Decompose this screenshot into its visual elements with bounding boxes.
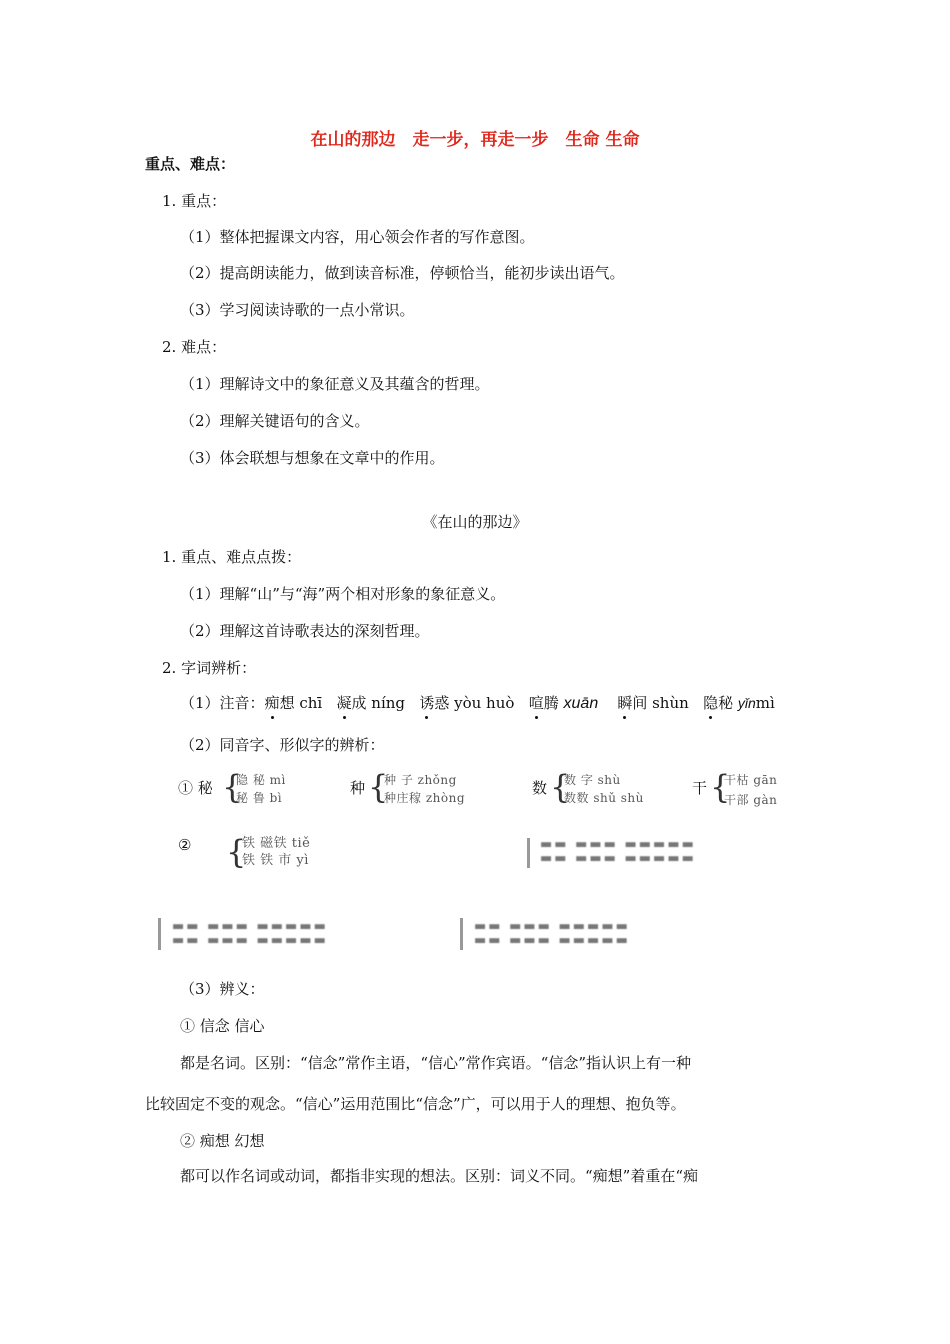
phonetic-word: 间 shùn	[632, 694, 689, 712]
difficult-point-item: （1）理解诗文中的象征意义及其蕴含的哲理。	[180, 375, 490, 393]
dotted-char: 诱	[419, 694, 435, 712]
words-label: 2. 字词辨析：	[162, 659, 257, 677]
dotted-char: 喧	[528, 694, 544, 712]
brace-icon: {	[710, 768, 731, 806]
pointers-label: 1. 重点、难点点拨：	[162, 548, 302, 566]
homophone-label: （2）同音字、形似字的辨析：	[180, 736, 385, 754]
key-point-item: （1）整体把握课文内容，用心领会作者的写作意图。	[180, 228, 535, 246]
phonetic-label: （1）注音：	[180, 694, 265, 712]
variant-line: 铁 铁 市 yì	[242, 853, 309, 868]
difficult-point-item: （2）理解关键语句的含义。	[180, 412, 370, 430]
lesson-title: 《在山的那边》	[422, 513, 528, 531]
brace-icon: {	[368, 768, 389, 806]
meaning-label: （3）辨义：	[180, 980, 265, 998]
dotted-char: 凝	[336, 694, 352, 712]
pointer-item: （1）理解“山”与“海”两个相对形象的象征意义。	[180, 585, 506, 603]
brace-icon: {	[550, 768, 571, 806]
meaning-1-text: 比较固定不变的观念。“信心”运用范围比“信念”广，可以用于人的理想、抱负等。	[145, 1095, 686, 1113]
meaning-1-title: ① 信念 信心	[180, 1017, 265, 1035]
group-char: 数	[532, 779, 548, 797]
difficult-point-item: （3）体会联想与想象在文章中的作用。	[180, 449, 445, 467]
variant-line: 种庄稼 zhòng	[384, 791, 466, 805]
group-2-number: ②	[178, 836, 192, 854]
variant-line: 种 子 zhǒng	[384, 773, 457, 787]
meaning-2-text: 都可以作名词或动词，都指非实现的想法。区别：词义不同。“痴想”着重在“痴	[180, 1167, 699, 1185]
bracket-mark	[460, 918, 463, 950]
phonetic-row	[180, 692, 775, 713]
phonetic-word: 想 chī	[279, 694, 323, 712]
dotted-char: 瞬	[617, 694, 633, 712]
variant-line: 干部 gàn	[724, 793, 778, 807]
smudged-glyphs: ▬▬ ▬▬▬ ▬▬▬▬▬ ▬▬ ▬▬▬ ▬▬▬▬▬	[172, 919, 328, 948]
section-heading: 重点、难点：	[145, 155, 236, 173]
pinyin-mi: mì	[755, 694, 775, 712]
difficult-points-label: 2. 难点：	[162, 338, 227, 356]
phonetic-word: 惑 yòu huò	[434, 694, 515, 712]
phonetic-word: 腾	[543, 694, 564, 712]
group-1-number: ① 秘	[178, 779, 213, 797]
meaning-1-text: 都是名词。区别：“信念”常作主语，“信心”常作宾语。“信念”指认识上有一种	[180, 1054, 692, 1072]
bracket-mark	[158, 918, 161, 950]
dotted-char: 痴	[264, 694, 280, 712]
brace-icon: {	[222, 768, 243, 806]
group-char: 干	[692, 779, 708, 797]
bracket-mark	[527, 838, 530, 868]
dotted-char: 隐	[703, 694, 719, 712]
pointer-item: （2）理解这首诗歌表达的深刻哲理。	[180, 622, 430, 640]
key-point-item: （2）提高朗读能力，做到读音标准，停顿恰当，能初步读出语气。	[180, 264, 625, 282]
pinyin-yin: yǐn	[737, 695, 756, 711]
smudged-glyphs: ▬▬ ▬▬▬ ▬▬▬▬▬ ▬▬ ▬▬▬ ▬▬▬▬▬	[474, 919, 630, 948]
meaning-2-title: ② 痴想 幻想	[180, 1132, 265, 1150]
variant-line: 秘 鲁 bì	[236, 791, 283, 805]
variant-line: 数 字 shù	[564, 773, 621, 787]
phonetic-word: 成 níng	[351, 694, 406, 712]
variant-line: 铁 磁铁 tiě	[242, 836, 311, 851]
key-points-label: 1. 重点：	[162, 192, 227, 210]
variant-line: 数数 shǔ shù	[564, 791, 644, 805]
pinyin-xuan: xuān	[563, 695, 599, 712]
variant-line: 干枯 gān	[724, 773, 778, 787]
phonetic-word: 秘	[718, 694, 738, 712]
variant-line: 隐 秘 mì	[236, 773, 286, 787]
brace-icon: {	[226, 833, 247, 871]
key-point-item: （3）学习阅读诗歌的一点小常识。	[180, 301, 415, 319]
page-title: 在山的那边 走一步，再走一步 生命 生命	[310, 130, 640, 150]
group-char: 种	[350, 779, 366, 797]
smudged-glyphs: ▬▬ ▬▬▬ ▬▬▬▬▬ ▬▬ ▬▬▬ ▬▬▬▬▬	[540, 837, 696, 866]
